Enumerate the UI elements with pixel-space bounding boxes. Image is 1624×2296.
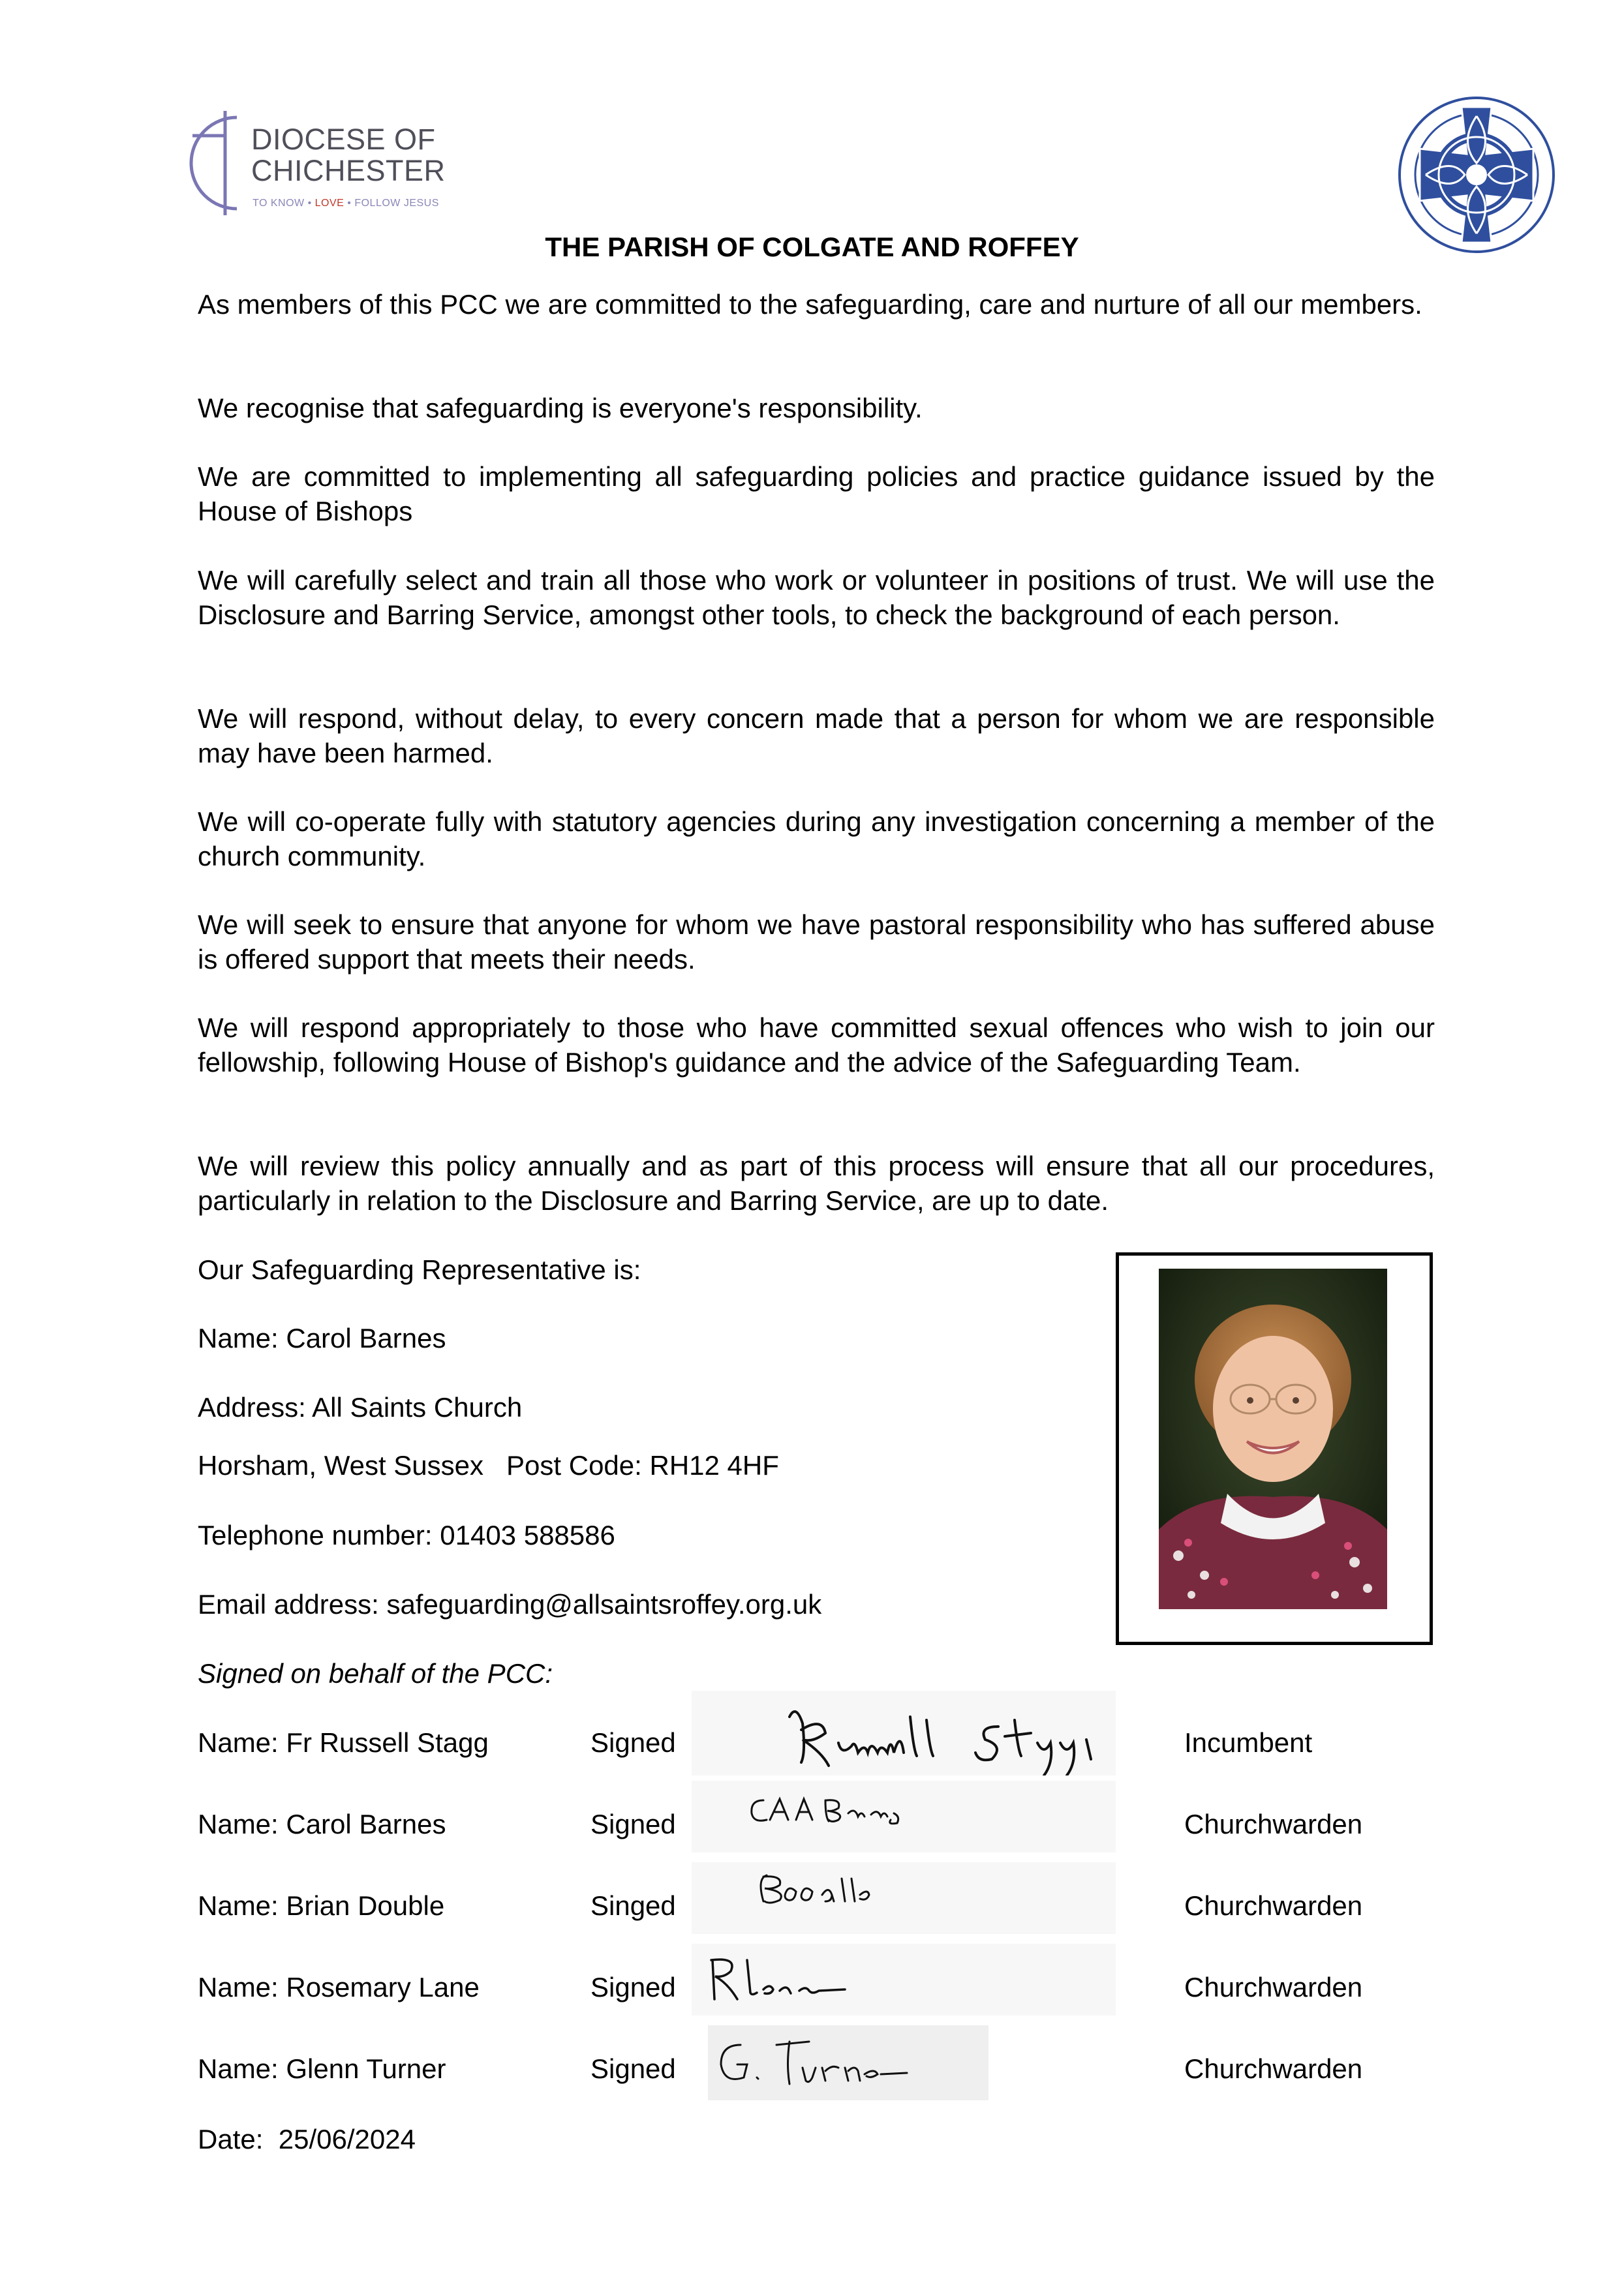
document-date: Date: 25/06/2024 [198, 2124, 416, 2154]
signatory-4-name: Name: Rosemary Lane [198, 1972, 480, 2002]
signatory-2-signed-label: Signed [590, 1809, 676, 1839]
representative-town-postcode: Horsham, West Sussex Post Code: RH12 4HF [198, 1450, 779, 1481]
signatory-3-role: Churchwarden [1184, 1890, 1363, 1921]
signatory-1-role: Incumbent [1184, 1727, 1313, 1758]
diocese-tagline [253, 198, 439, 209]
policy-paragraph-1: As members of this PCC we are committed to the safeguarding, care and nurture of all our members. [198, 289, 1422, 320]
signatory-5-signed-label: Signed [590, 2053, 676, 2084]
celtic-cross-seal-icon [1396, 97, 1557, 253]
signatory-5-role: Churchwarden [1184, 2053, 1363, 2084]
signatory-1-name: Name: Fr Russell Stagg [198, 1727, 489, 1758]
policy-paragraph-9: We will review this policy annually and as part of this process will ensure that all our procedures, particularly in relation to the Disclosure and Barring Service, are up to date. [198, 1151, 1435, 1216]
diocese-cross-circle-icon [186, 111, 251, 215]
representative-telephone: Telephone number: 01403 588586 [198, 1520, 615, 1550]
signatory-2-name: Name: Carol Barnes [198, 1809, 446, 1839]
signatory-1-signed-label: Signed [590, 1727, 676, 1758]
signatory-3-name: Name: Brian Double [198, 1890, 445, 1921]
policy-paragraph-4: We will carefully select and train all those who work or volunteer in positions of trust. We will use the Disclosure and Barring Service, amongst other tools, to check the background of each person. [198, 565, 1435, 630]
diocese-name-line1: DIOCESE OF [251, 123, 436, 156]
tagline-love: LOVE [314, 198, 345, 209]
policy-paragraph-3: We are committed to implementing all safeguarding policies and practice guidance issued by the House of Bishops [198, 461, 1435, 526]
diocese-of-chichester-logo [186, 111, 446, 222]
diocese-name [251, 124, 446, 187]
signatory-2-role: Churchwarden [1184, 1809, 1363, 1839]
representative-photo-frame [1116, 1252, 1433, 1645]
policy-paragraph-2: We recognise that safeguarding is everyone's responsibility. [198, 393, 923, 423]
representative-intro: Our Safeguarding Representative is: [198, 1254, 641, 1285]
tagline-part-2: • FOLLOW JESUS [344, 198, 439, 209]
representative-email: Email address: safeguarding@allsaintsroffey.org.uk [198, 1589, 822, 1620]
signature-glenn-turner [692, 2019, 992, 2104]
policy-paragraph-7: We will seek to ensure that anyone for whom we have pastoral responsibility who has suffered abuse is offered support that meets their needs. [198, 909, 1435, 974]
signature-rosemary-lane [692, 1944, 1116, 2016]
signatory-5-name: Name: Glenn Turner [198, 2053, 446, 2084]
representative-name: Name: Carol Barnes [198, 1323, 446, 1353]
signed-heading: Signed on behalf of the PCC: [198, 1658, 553, 1689]
portrait-photo [1159, 1269, 1387, 1609]
signatory-4-signed-label: Signed [590, 1972, 676, 2002]
policy-paragraph-6: We will co-operate fully with statutory agencies during any investigation concerning a member of the church community. [198, 806, 1435, 871]
document-title: THE PARISH OF COLGATE AND ROFFEY [545, 232, 1079, 262]
signatory-4-role: Churchwarden [1184, 1972, 1363, 2002]
policy-paragraph-8: We will respond appropriately to those who have committed sexual offences who wish to join our fellowship, following House of Bishop's guidance and the advice of the Safeguarding Team. [198, 1012, 1435, 1078]
signature-carol-barnes [692, 1781, 1116, 1852]
signature-brian-double [692, 1862, 1116, 1934]
policy-paragraph-5: We will respond, without delay, to every concern made that a person for whom we are responsible may have been harmed. [198, 703, 1435, 768]
representative-address: Address: All Saints Church [198, 1392, 523, 1423]
tagline-part-1: TO KNOW • [253, 198, 315, 209]
diocese-name-line2: CHICHESTER [251, 154, 446, 187]
signature-russell-stagg [692, 1691, 1116, 1775]
signatory-3-signed-label: Singed [590, 1890, 676, 1921]
